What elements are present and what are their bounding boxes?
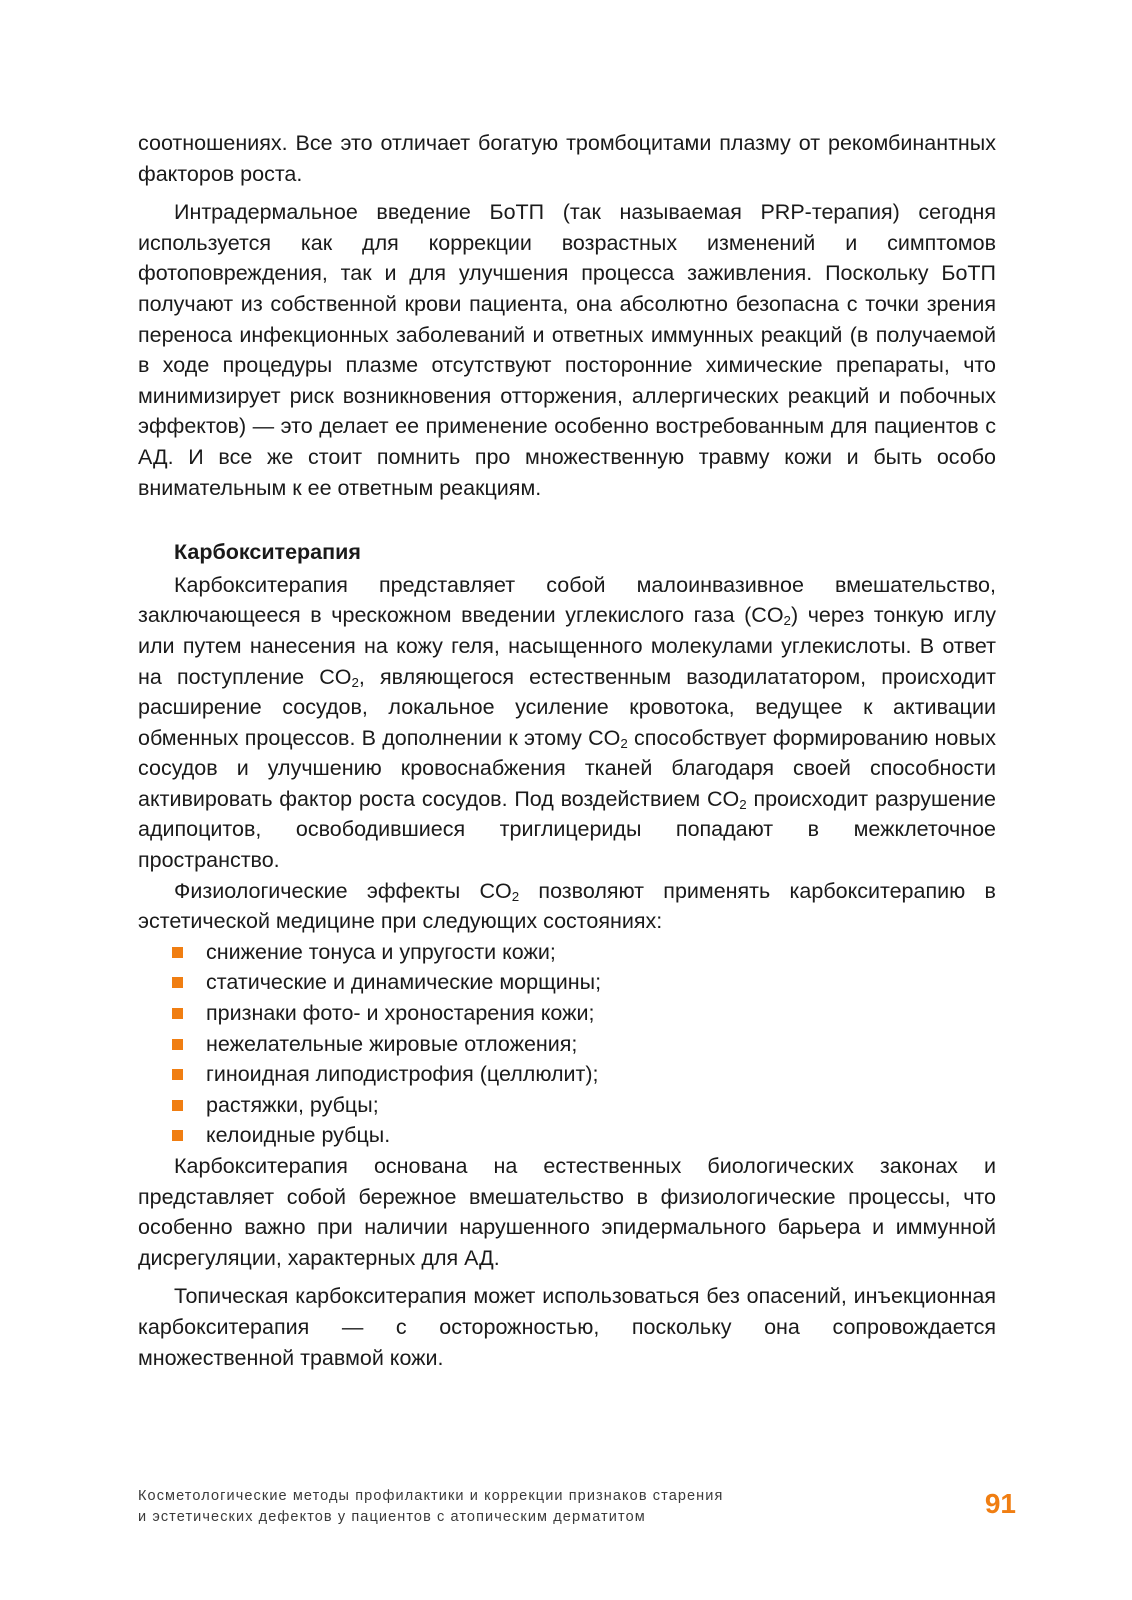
paragraph-5: Карбокситерапия основана на естественных биологических законах и представляет собой бережное вмешательство в физиологические процессы, что особенно важно при наличии нарушенного эпидермального барьера и иммунной дисрегуляции, характерных для АД. — [138, 1154, 996, 1270]
footer-line-1: Косметологические методы профилактики и коррекции признаков старения — [138, 1488, 724, 1504]
list-item — [138, 937, 996, 968]
orange-square-bullet-icon — [172, 1100, 183, 1111]
paragraph-3 — [138, 570, 996, 876]
orange-square-bullet-icon — [172, 947, 183, 958]
orange-square-bullet-icon — [172, 1130, 183, 1141]
orange-square-bullet-icon — [172, 1039, 183, 1050]
subscript: 2 — [351, 674, 359, 690]
subscript: 2 — [511, 888, 520, 904]
orange-square-bullet-icon — [172, 1069, 183, 1080]
conditions-list — [138, 937, 996, 1151]
list-item-label: статические и динамические морщины; — [206, 970, 602, 995]
p3-text-1: Карбокситерапия представляет собой малоинвазивное вмешательство, заключающееся в чрескожном введении углекислого газа (CO — [138, 572, 996, 628]
paragraph-4 — [138, 876, 996, 937]
list-item-label: растяжки, рубцы; — [206, 1092, 379, 1117]
p3-text-5: происходит разрушение адипоцитов, освободившиеся триглицериды попадают в межклеточное пространство. — [138, 786, 996, 873]
list-item — [138, 998, 996, 1029]
p3-text-4: способствует формированию новых сосудов и улучшению кровоснабжения тканей благодаря своей способности активировать фактор роста сосудов. Под воздействием CO — [138, 725, 996, 811]
list-item-label: келоидные рубцы. — [206, 1123, 391, 1148]
running-footer — [138, 1486, 878, 1528]
list-item — [138, 967, 996, 998]
list-item — [138, 1029, 996, 1060]
subscript: 2 — [783, 613, 791, 629]
paragraph-6: Топическая карбокситерапия может использоваться без опасений, инъекционная карбокситерапия — с осторожностью, поскольку она сопровождается множественной травмой кожи. — [138, 1284, 996, 1370]
subscript: 2 — [739, 796, 747, 812]
list-item — [138, 1059, 996, 1090]
p4-text-1: Физиологические эффекты CO — [174, 878, 512, 903]
list-item — [138, 1120, 996, 1151]
orange-square-bullet-icon — [172, 977, 183, 988]
subscript: 2 — [620, 735, 628, 751]
footer-line-2: и эстетических дефектов у пациентов с атопическим дерматитом — [138, 1509, 646, 1525]
orange-square-bullet-icon — [172, 1008, 183, 1019]
page-number: 91 — [984, 1488, 1016, 1519]
p3-text-3: , являющегося естественным вазодилататором, происходит расширение сосудов, локальное усиление кровотока, ведущее к активации обменных процессов. В дополнении к этому CO — [138, 664, 996, 750]
section-heading: Карбокситерапия — [174, 540, 361, 565]
list-item-label: нежелательные жировые отложения; — [206, 1031, 578, 1056]
body-text — [138, 128, 996, 1373]
list-item-label: снижение тонуса и упругости кожи; — [206, 939, 556, 964]
list-item-label: признаки фото- и хроностарения кожи; — [206, 1001, 595, 1026]
paragraph-2: Интрадермальное введение БоТП (так называемая PRP-терапия) сегодня используется как для коррекции возрастных изменений и симптомов фотоповреждения, так и для улучшения процесса заживления. Поскольку БоТП получают из собственной крови пациента, она абсолютно безопасна с точки зрения переноса инфекционных заболеваний и ответных иммунных реакций (в получаемой в ходе процедуры плазме отсутствуют посторонние химические препараты, что минимизирует риск возникновения отторжения, аллергических реакций и побочных эффектов) — это делает ее применение особенно востребованным для пациентов с АД. И все же стоит помнить про множественную травму кожи и быть особо внимательным к ее ответным реакциям. — [138, 200, 996, 500]
p4-text-2: позволяют применять карбокситерапию в эстетической медицине при следующих состояниях: — [138, 878, 996, 934]
list-item — [138, 1090, 996, 1121]
p3-text-2: ) через тонкую иглу или путем нанесения на кожу геля, насыщенного молекулами углекислоты. В ответ на поступление CO — [138, 603, 996, 689]
paragraph-1: соотношениях. Все это отличает богатую тромбоцитами плазму от рекомбинантных факторов роста. — [138, 131, 996, 186]
list-item-label: гиноидная липодистрофия (целлюлит); — [206, 1062, 599, 1087]
